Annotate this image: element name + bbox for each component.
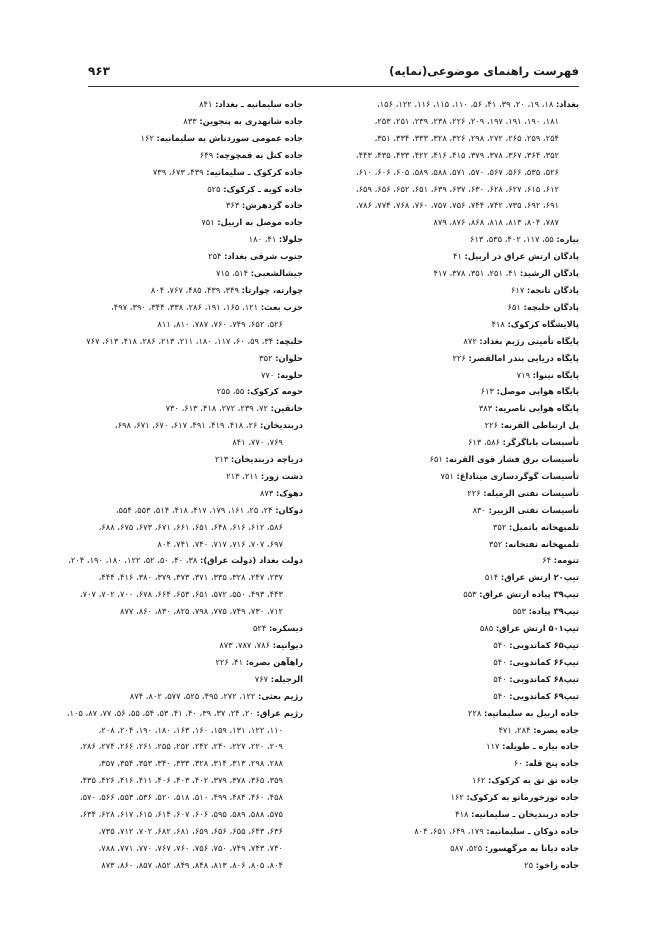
index-entry-continuation: ۵۲۶، ۵۳۵، ۵۶۶، ۵۶۷، ۵۷۰، ۵۷۱، ۵۸۸، ۵۸۹، ۶۰۵، ۶۰۶، ۶۱۰، [355, 166, 559, 177]
index-entry [325, 857, 579, 874]
index-entry-continuation: ۶۹۷، ۷۰۷، ۷۱۶، ۷۱۷، ۷۴۰، ۷۴۱، ۸۰۴ [157, 538, 283, 549]
index-term: جیشالشعبی: [250, 268, 303, 279]
index-entry [325, 468, 579, 485]
index-entry [325, 806, 579, 823]
index-entry-continuation: ۷۸۷، ۸۰۴، ۸۱۳، ۸۱۸، ۸۶۸، ۸۷۶، ۸۷۹ [433, 217, 559, 228]
index-entry-continuation: ۶۱۲، ۶۱۵، ۶۲۷، ۶۲۸، ۶۳۰، ۶۳۷، ۶۳۹، ۶۵۱، ۶۵۲، ۶۵۶، ۶۵۹، [355, 183, 559, 194]
index-term: جاده بصره: [533, 724, 579, 735]
index-term: جاده عمومی سوردناش به سلیمانیه: [156, 132, 303, 143]
index-page-refs: ۲۶، ۴۱۸، ۴۱۹، ۴۹۱، ۶۱۷، ۶۷۰، ۶۷۱، ۶۹۸، [114, 420, 261, 431]
index-term: جاده کرکوک ـ سلیمانیه: [206, 166, 303, 177]
index-entry [71, 468, 303, 485]
index-entry [71, 214, 303, 231]
index-page-refs: ۷۵۱ [201, 217, 218, 228]
index-column-left [66, 96, 303, 874]
index-entry [325, 333, 579, 350]
index-entry-continuation: ۸۰۴، ۸۰۵، ۸۰۶، ۸۱۳، ۸۴۸، ۸۴۹، ۸۵۲، ۸۵۷، ۸۶۰، ۸۷۳ [101, 859, 283, 870]
index-term: پادگان ارتش عراق در اربیل: [464, 251, 579, 262]
index-entry-continuation: ۱۸۱، ۱۹۰، ۱۹۱، ۱۹۷، ۲۰۹، ۲۲۶، ۲۳۸، ۲۳۹، ۲۵۱، ۲۵۳، [374, 115, 559, 126]
index-page-refs: ۸۳۳ [183, 115, 200, 126]
index-page-refs: ۱۶۲ [450, 792, 467, 803]
index-term: تیپ۳۹ پیاده: [528, 606, 579, 617]
index-entry [325, 536, 579, 553]
index-term: تیپ۵۰۱ ارتش عراق: [495, 623, 579, 634]
index-entry [71, 671, 303, 688]
index-term: تلمبهخانه نفتخانه: [504, 538, 579, 549]
index-page-refs: ۷۲، ۲۳۹، ۲۷۲، ۴۱۸، ۶۱۳، ۷۳۰ [165, 403, 271, 414]
index-term: پل ارتباطی القرنه: [500, 420, 579, 431]
index-entry-continuation: ۶۹۱، ۶۹۲، ۷۳۵، ۷۴۲، ۷۴۴، ۷۵۶، ۷۵۷، ۷۶۰، ۷۶۸، ۷۷۴، ۷۸۶، [355, 200, 559, 211]
index-page-refs: ۷۵۱ [440, 470, 457, 481]
index-page-refs: ۲۴، ۲۵، ۱۶۱، ۱۷۹، ۴۱۷، ۴۱۸، ۵۱۴، ۵۵۳، ۵۵۴، [115, 504, 276, 515]
index-entry [325, 755, 579, 772]
index-term: رژیم بعثی: [258, 690, 303, 701]
index-entry [325, 417, 579, 434]
index-term: تأسیسات گوگردسازی میناداغ: [456, 470, 579, 481]
index-page-refs: ۲۵ [524, 859, 536, 870]
index-entry-continuation: ۱۱۰، ۱۲۲، ۱۳۱، ۱۵۹، ۱۶۰، ۱۶۳، ۱۸۰، ۱۹۰، ۲۰۴، ۲۰۸، [98, 724, 283, 735]
index-page-refs: ۵۵، ۲۵۵ [216, 386, 247, 397]
index-entry [325, 282, 579, 299]
index-page-refs: ۴۱۸ [455, 809, 472, 820]
page-number: ۹۶۳ [88, 64, 110, 78]
index-page-refs: ۲۰، ۲۴، ۳۷، ۳۹، ۴۰، ۴۱، ۵۳، ۵۴، ۵۵، ۵۶، ۷۷، ۸۷، ۱۰۵، [66, 707, 257, 718]
index-term: تیپ۶۹ کماندویی: [509, 690, 579, 701]
index-entry [325, 231, 579, 248]
index-entry [71, 333, 303, 350]
index-entry [71, 96, 303, 113]
index-term: بیاره: [556, 234, 579, 245]
index-page-refs: ۵۵، ۱۱۷، ۴۰۲، ۵۳۵، ۶۱۳ [470, 234, 557, 245]
index-term: دریاچه دربندیخان: [230, 454, 303, 465]
index-entry [325, 840, 579, 857]
index-entry [71, 248, 303, 265]
index-term: جاده سلیمانیه ـ بغداد: [215, 99, 303, 109]
index-term: الرجیله: [270, 673, 303, 684]
index-entry-continuation: ۵۸۶، ۶۱۲، ۶۱۶، ۶۴۸، ۶۵۱، ۶۶۱، ۶۷۱، ۶۷۳، ۶۷۵، ۶۸۸، [98, 521, 283, 532]
index-entry [325, 772, 579, 789]
index-entry [71, 383, 303, 400]
index-entry-continuation: ۳۵۲، ۳۶۴، ۳۶۷، ۳۷۸، ۳۷۹، ۴۱۵، ۴۱۶، ۴۲۲، ۴۳۳، ۴۳۵، ۴۴۳، [355, 149, 559, 160]
index-page-refs: ۲۲۶ [484, 420, 501, 431]
index-entry-continuation: ۴۴۳، ۴۹۳، ۵۵۰، ۵۷۲، ۶۵۱، ۶۵۳، ۶۶۴، ۶۷۸، ۷۰۰، ۷۰۲، ۷۰۷، [79, 589, 283, 600]
index-entry [71, 451, 303, 468]
index-entry [71, 282, 303, 299]
index-term: جاده توزخورماتو به کرکوک: [466, 792, 579, 803]
index-term: تأسیسات نفتی الرمیله: [483, 487, 579, 498]
index-entry [71, 181, 303, 198]
index-page-refs: ۶۱۳ [480, 386, 497, 397]
index-entry [325, 586, 579, 603]
index-term: جاده موصل به اربیل: [217, 217, 303, 228]
index-term: پادگان حلبچه: [523, 301, 579, 312]
index-page-refs: ۵۸۵ [479, 623, 496, 634]
index-term: پایگاه تأمینی رژیم بغداد: [479, 335, 579, 346]
index-page-refs: ۵۵۳ [463, 589, 480, 600]
index-term: تیپ۶۵ کماندویی: [509, 640, 579, 650]
index-term: جاده دوکان ـ سلیمانیه: [486, 825, 579, 836]
index-page-refs: ۳۸، ۴۰، ۵۰، ۵۲، ۱۲۲، ۱۸۰، ۱۹۰، ۲۰۴، [68, 555, 201, 566]
index-term: حلوان: [275, 352, 303, 363]
index-term: رژیم عراق: [256, 707, 303, 718]
index-entry-continuation: ۲۵۴، ۲۵۹، ۲۶۵، ۲۷۲، ۲۹۸، ۳۲۶، ۳۲۸، ۳۳۳، ۳۳۴، ۳۵۱، [374, 132, 559, 143]
index-entry [66, 705, 303, 722]
index-entry [325, 705, 579, 722]
index-term: حومه کرکوک: [246, 386, 303, 397]
index-page-refs: ۲۸۴، ۴۷۱ [498, 724, 534, 735]
index-entry [71, 147, 303, 164]
index-page-refs: ۳۶۳ [225, 200, 242, 211]
index-page-refs: ۲۱۳ [214, 454, 231, 465]
index-page-refs: ۵۱۴، ۷۱۵ [216, 268, 251, 279]
index-page-refs: ۷۱۹ [516, 369, 533, 380]
index-term: تأسیسات نفتی الزبیر: [488, 504, 579, 515]
index-entry [325, 485, 579, 502]
index-page-refs: ۸۴۱ [199, 99, 216, 109]
index-term: تأسیسات برق فشار قوی القرنه: [445, 454, 579, 465]
index-page-refs: ۸۳۰ [472, 504, 489, 515]
index-page-refs: ۲۲۶ [467, 487, 484, 498]
index-entry [71, 620, 303, 637]
index-entry [325, 299, 579, 316]
index-page-refs: ۶۰ [513, 758, 526, 769]
index-entry [325, 569, 579, 586]
index-entry [325, 400, 579, 417]
index-entry [71, 231, 303, 248]
index-entry [71, 400, 303, 417]
index-page-refs: ۴۱، ۱۸۰ [248, 234, 279, 245]
index-term: جاده تق تق به کرکوک: [488, 775, 579, 786]
index-entry [325, 823, 579, 840]
index-entry [325, 603, 579, 620]
index-term: دیسکره: [268, 623, 303, 634]
index-term: دولت بغداد (دولت عراق): [200, 555, 303, 566]
index-entry [325, 738, 579, 755]
index-term: تأسیسات باباگرگر: [502, 437, 579, 448]
index-entry [71, 350, 303, 367]
index-page-refs: ۵۵۳ [512, 606, 529, 617]
index-page-refs: ۳۵۲ [259, 352, 276, 363]
index-page-refs: ۵۴۰ [493, 673, 510, 684]
index-entry-continuation: ۲۰۹، ۲۲۰، ۲۲۷، ۲۴۰، ۲۴۲، ۲۵۲، ۲۵۵، ۲۶۱، ۲۶۶، ۲۷۴، ۲۸۶، [79, 741, 283, 752]
index-page-refs: ۶۴۹ [199, 149, 216, 160]
index-entry [325, 367, 579, 384]
index-term: تیپ۲۰ ارتش عراق: [500, 572, 579, 583]
index-entry [325, 502, 579, 519]
index-page-refs: ۶۵۱ [507, 301, 524, 312]
index-page-refs: ۵۱۴ [484, 572, 501, 583]
index-entry [325, 637, 579, 654]
index-term: جنوب شرقی بغداد: [224, 251, 303, 262]
index-term: جاده دربندیخان ـ سلیمانیه: [471, 809, 579, 820]
index-entry-continuation: ۴۵۸، ۴۶۰، ۴۸۴، ۴۹۹، ۵۱۰، ۵۱۸، ۵۲۰، ۵۳۶، ۵۵۳، ۵۶۶، ۵۷۰، [79, 792, 283, 803]
index-entry [71, 299, 303, 316]
page-header [88, 64, 579, 82]
index-page-refs: ۵۸۶، ۶۱۳ [467, 437, 503, 448]
index-term: پایگاه هوایی ناصریه: [494, 403, 579, 414]
index-entry [325, 265, 579, 282]
index-entry [71, 367, 303, 384]
index-page-refs: ۳۸۳ [478, 403, 495, 414]
index-column-right [325, 96, 579, 874]
index-page-refs: ۳۴۹، ۴۳۹، ۴۸۵، ۷۶۷، ۸۰۴ [150, 284, 242, 295]
index-page-refs: ۴۱۸ [491, 318, 508, 329]
index-entry-continuation: ۷۱۲، ۷۳۰، ۷۴۹، ۷۷۵، ۷۹۸، ۸۲۵، ۸۳۰، ۸۶۰، ۸۷۷ [120, 606, 283, 617]
index-entry-continuation: ۳۵۹، ۳۶۵، ۳۷۸، ۳۷۹، ۴۰۲، ۴۰۳، ۴۰۶، ۴۱۱، ۴۱۶، ۴۲۶، ۴۳۵، [79, 775, 283, 786]
index-page-refs: ۱۷۹، ۶۴۹، ۶۵۱، ۸۰۴ [414, 825, 487, 836]
index-entry [71, 265, 303, 282]
index-page-refs: ۶۱۷ [510, 284, 527, 295]
index-term: دشت زور: [260, 470, 303, 481]
index-entry [325, 789, 579, 806]
index-entry [71, 130, 303, 147]
index-page-refs: ۵۲۵ [207, 183, 224, 194]
index-term: جاده دیانا به مرگهسور: [484, 842, 579, 853]
index-term: جاده زاخو: [535, 859, 579, 870]
index-page-refs: ۴۳۹، ۶۷۳، ۷۳۹ [152, 166, 207, 177]
index-page-refs: ۱۲۱، ۱۶۵، ۱۹۱، ۲۸۶، ۳۳۸، ۳۴۴، ۳۹۰، ۴۹۷، [111, 301, 261, 312]
index-term: تلمبهخانه باتمیل: [508, 521, 579, 532]
index-page-refs: ۱۶۲ [140, 132, 157, 143]
index-page-refs: ۷۸۶، ۷۸۷، ۸۷۳ [219, 640, 273, 650]
index-page-refs: ۵۴۰ [493, 690, 510, 701]
index-entry-continuation: ۵۷۵، ۵۸۸، ۵۸۹، ۵۹۵، ۶۰۶، ۶۰۷، ۶۱۴، ۶۱۵، ۶۱۷، ۶۲۸، ۶۳۴، [79, 809, 283, 820]
index-entry [325, 688, 579, 705]
index-term: دوکان: [275, 504, 303, 515]
index-entry [71, 502, 303, 519]
index-term: جلولا: [278, 234, 303, 245]
index-page-refs: ۷۷۰ [260, 369, 277, 380]
index-entry [71, 637, 303, 654]
index-page-refs: ۶۵۱ [429, 454, 446, 465]
running-title: فهرست راهنمای موضوعی(نمایه) [389, 64, 579, 78]
index-entry [71, 654, 303, 671]
index-term: پایگاه هوایی موصل: [496, 386, 579, 397]
index-page-refs: ۱۶۲ [472, 775, 489, 786]
index-page-refs: ۳۵۲ [488, 538, 505, 549]
index-term: پایگاه دریایی بندر امالقصر: [468, 352, 579, 363]
index-entry [325, 350, 579, 367]
index-term: بغداد: [555, 99, 579, 109]
index-term: چوارته، چوارتا: [241, 284, 303, 295]
index-term: تیپ۶۶ کماندویی: [509, 656, 579, 667]
index-term: تیپ۳۹ پیاده ارتش عراق: [479, 589, 579, 600]
index-page-refs: ۲۲۸ [467, 707, 484, 718]
index-page-refs: ۲۵۴ [208, 251, 225, 262]
index-entry [325, 316, 579, 333]
index-term: حلبچه: [275, 335, 303, 346]
index-page-refs: ۷۶۷ [254, 673, 271, 684]
index-page-refs: ۸۷۲ [463, 335, 480, 346]
index-entry [71, 113, 303, 130]
index-term: جاده پنج قله: [525, 758, 579, 769]
index-page-refs: ۴۱، ۲۲۶ [215, 656, 246, 667]
index-term: جاده اربیل به سلیمانیه: [483, 707, 579, 718]
index-term: تیپ۶۸ کماندویی: [509, 673, 579, 684]
index-entry [325, 671, 579, 688]
index-page-refs: ۵۴۰ [493, 640, 510, 650]
index-page-refs: ۲۲۶ [452, 352, 469, 363]
index-term: دیوانیه: [272, 640, 303, 650]
index-entry [325, 96, 579, 113]
index-term: جاده بیاره ـ طویله: [502, 741, 579, 752]
index-term: حزب بعث: [260, 301, 303, 312]
header-rule [88, 86, 579, 87]
index-entry-continuation: ۷۶۹، ۷۷۰، ۸۴۱ [232, 437, 283, 448]
index-term: دربندیخان: [260, 420, 303, 431]
index-entry-continuation: ۷۴۰، ۷۴۳، ۷۴۹، ۷۵۰، ۷۵۶، ۷۶۰، ۷۶۷، ۷۷۰، ۷۷۱، ۷۸۸، [98, 842, 283, 853]
index-entry [325, 383, 579, 400]
index-entry [71, 417, 303, 434]
index-term: راهآهن بصره: [245, 656, 303, 667]
index-page-refs: ۲۱۱، ۲۱۳ [226, 470, 261, 481]
index-entry [325, 722, 579, 739]
index-page-refs: ۴۱، ۲۵۱، ۳۵۱، ۳۷۸، ۴۱۷ [433, 268, 520, 279]
index-page-refs: ۵۲۵، ۵۸۷ [450, 842, 485, 853]
index-page-refs: ۱۸، ۱۹، ۲۰، ۳۹، ۴۱، ۵۶، ۱۱۰، ۱۱۵، ۱۱۶، ۱۲۲، ۱۵۶، [376, 99, 556, 109]
index-term: جاده گردهرش: [241, 200, 303, 211]
index-entry [325, 552, 579, 569]
index-entry [325, 451, 579, 468]
index-term: پادگان الرشید: [519, 268, 579, 279]
index-entry [71, 485, 303, 502]
index-term: دهوک: [275, 487, 303, 498]
index-page-refs: ۵۴۰ [493, 656, 510, 667]
index-entry [71, 688, 303, 705]
index-entry [325, 654, 579, 671]
index-entry [325, 434, 579, 451]
index-entry [325, 248, 579, 265]
index-entry [325, 620, 579, 637]
index-term: پالایشگاه کرکوک: [507, 318, 579, 329]
index-term: پایگاه نینوا: [532, 369, 579, 380]
index-entry [71, 164, 303, 181]
index-term: جاده کویه ـ کرکوک: [223, 183, 303, 194]
index-term: پادگان تانجه: [526, 284, 579, 295]
index-page-refs: ۱۲۲، ۲۷۲، ۴۹۵، ۵۲۵، ۵۷۷، ۸۰۲، ۸۷۴ [129, 690, 259, 701]
index-page-refs: ۳۴، ۵۹، ۶۰، ۱۱۷، ۱۸۰، ۲۱۱، ۲۱۳، ۲۸۶، ۴۱۸، ۶۱۳، ۷۶۷ [86, 335, 276, 346]
index-entry-continuation: ۲۳۷، ۲۴۷، ۳۲۸، ۳۳۵، ۳۷۱، ۳۷۳، ۳۷۹، ۳۸۰، ۴۱۶، ۴۴۴، [98, 572, 283, 583]
index-term: تنومه: [553, 555, 579, 566]
index-term: جاده کنل به قمچوچه: [215, 149, 303, 160]
index-term: جاده شانهدری به پنجوین: [199, 115, 303, 126]
index-page-refs: ۴۱ [452, 251, 465, 262]
index-page-refs: ۵۲۴ [252, 623, 269, 634]
index-page-refs: ۳۵۲ [492, 521, 509, 532]
index-entry-continuation: ۶۳۶، ۶۴۳، ۶۵۵، ۶۵۶، ۶۵۹، ۶۸۱، ۶۸۲، ۷۰۲، ۷۱۲، ۷۳۵، [98, 825, 283, 836]
index-entry [325, 519, 579, 536]
index-entry [68, 552, 303, 569]
index-page-refs: ۸۷۳ [259, 487, 276, 498]
index-entry [71, 197, 303, 214]
index-term: حلویه: [276, 369, 303, 380]
index-entry-continuation: ۵۲۶، ۶۵۲، ۷۴۹، ۷۶۰، ۷۸۷، ۸۱۰، ۸۱۱ [157, 318, 283, 329]
index-entry-continuation: ۲۸۸، ۲۹۸، ۳۱۳، ۳۱۴، ۳۲۸، ۳۳۳، ۳۴۰، ۳۵۳، ۳۵۴، ۳۵۷، [98, 758, 283, 769]
index-page-refs: ۶۴ [542, 555, 554, 566]
index-page-refs: ۱۱۷ [486, 741, 503, 752]
index-term: خانقین: [270, 403, 303, 414]
